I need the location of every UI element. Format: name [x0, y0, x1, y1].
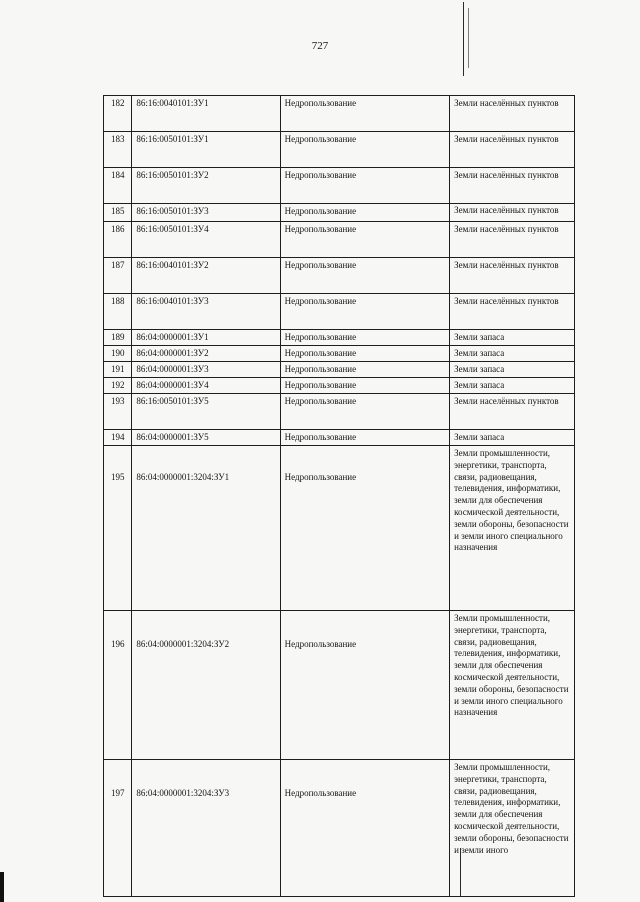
cadastral-number: 86:16:0050101:ЗУ1: [132, 132, 280, 168]
row-number: 193: [104, 394, 132, 430]
row-number: 190: [104, 346, 132, 362]
permitted-use: Недропользование: [280, 394, 450, 430]
permitted-use: Недропользование: [280, 258, 450, 294]
land-category: Земли запаса: [450, 346, 575, 362]
cadastral-number: 86:16:0040101:ЗУ3: [132, 294, 280, 330]
row-number: 191: [104, 362, 132, 378]
row-number: 187: [104, 258, 132, 294]
table-row: [104, 330, 575, 346]
row-number: 184: [104, 168, 132, 204]
cadastral-number: 86:04:0000001:ЗУ1: [132, 330, 280, 346]
table-row: [104, 611, 575, 760]
row-number: 195: [104, 446, 132, 611]
land-category: Земли населённых пунктов: [450, 96, 575, 132]
land-category: Земли промышленности, энергетики, транспорта, связи, радиовещания, телевидения, информатики, земли для обеспечения космической деятельности, земли обороны, безопасности и земли иного специального назначения: [450, 611, 575, 760]
cadastral-number: 86:16:0050101:ЗУ5: [132, 394, 280, 430]
table-row: [104, 96, 575, 132]
land-category: Земли запаса: [450, 378, 575, 394]
cadastral-number: 86:04:0000001:ЗУ3: [132, 362, 280, 378]
cadastral-number: 86:16:0050101:ЗУ3: [132, 204, 280, 222]
row-number: 189: [104, 330, 132, 346]
land-plots-table: [103, 95, 575, 897]
cadastral-number: 86:04:0000001:3204:ЗУ3: [132, 760, 280, 897]
table-row: [104, 760, 575, 897]
row-number: 186: [104, 222, 132, 258]
row-number: 194: [104, 430, 132, 446]
permitted-use: Недропользование: [280, 204, 450, 222]
permitted-use: Недропользование: [280, 132, 450, 168]
row-number: 196: [104, 611, 132, 760]
permitted-use: Недропользование: [280, 362, 450, 378]
cadastral-number: 86:16:0040101:ЗУ2: [132, 258, 280, 294]
land-category: Земли населённых пунктов: [450, 258, 575, 294]
land-category: Земли промышленности, энергетики, транспорта, связи, радиовещания, телевидения, информатики, земли для обеспечения космической деятельности, земли обороны, безопасности и земли иного: [450, 760, 575, 897]
land-category: Земли промышленности, энергетики, транспорта, связи, радиовещания, телевидения, информатики, земли для обеспечения космической деятельности, земли обороны, безопасности и земли иного специального назначения: [450, 446, 575, 611]
binding-line-top-2: [468, 8, 469, 68]
table-row: [104, 132, 575, 168]
cadastral-number: 86:16:0040101:ЗУ1: [132, 96, 280, 132]
row-number: 197: [104, 760, 132, 897]
table-row: [104, 294, 575, 330]
table-row: [104, 446, 575, 611]
table-row: [104, 346, 575, 362]
permitted-use: Недропользование: [280, 168, 450, 204]
land-category: Земли запаса: [450, 330, 575, 346]
permitted-use: Недропользование: [280, 446, 450, 611]
table-row: [104, 168, 575, 204]
permitted-use: Недропользование: [280, 222, 450, 258]
permitted-use: Недропользование: [280, 611, 450, 760]
row-number: 192: [104, 378, 132, 394]
permitted-use: Недропользование: [280, 294, 450, 330]
permitted-use: Недропользование: [280, 330, 450, 346]
cadastral-number: 86:04:0000001:ЗУ5: [132, 430, 280, 446]
table-row: [104, 222, 575, 258]
table-row: [104, 430, 575, 446]
table-row: [104, 204, 575, 222]
page-number: 727: [311, 40, 329, 52]
table-row: [104, 258, 575, 294]
cadastral-number: 86:04:0000001:ЗУ4: [132, 378, 280, 394]
land-category: Земли запаса: [450, 362, 575, 378]
table-row: [104, 394, 575, 430]
land-category: Земли населённых пунктов: [450, 294, 575, 330]
cadastral-number: 86:04:0000001:3204:ЗУ1: [132, 446, 280, 611]
row-number: 188: [104, 294, 132, 330]
cadastral-number: 86:16:0050101:ЗУ2: [132, 168, 280, 204]
row-number: 183: [104, 132, 132, 168]
cadastral-number: 86:04:0000001:ЗУ2: [132, 346, 280, 362]
row-number: 185: [104, 204, 132, 222]
permitted-use: Недропользование: [280, 346, 450, 362]
scan-edge-mark: [0, 872, 4, 902]
land-category: Земли населённых пунктов: [450, 132, 575, 168]
cadastral-number: 86:16:0050101:ЗУ4: [132, 222, 280, 258]
cadastral-number: 86:04:0000001:3204:ЗУ2: [132, 611, 280, 760]
land-category: Земли населённых пунктов: [450, 204, 575, 222]
land-category: Земли населённых пунктов: [450, 168, 575, 204]
table-row: [104, 378, 575, 394]
land-category: Земли запаса: [450, 430, 575, 446]
row-number: 182: [104, 96, 132, 132]
binding-line-top: [463, 2, 464, 76]
permitted-use: Недропользование: [280, 378, 450, 394]
land-category: Земли населённых пунктов: [450, 394, 575, 430]
permitted-use: Недропользование: [280, 430, 450, 446]
table-row: [104, 362, 575, 378]
permitted-use: Недропользование: [280, 760, 450, 897]
land-category: Земли населённых пунктов: [450, 222, 575, 258]
permitted-use: Недропользование: [280, 96, 450, 132]
